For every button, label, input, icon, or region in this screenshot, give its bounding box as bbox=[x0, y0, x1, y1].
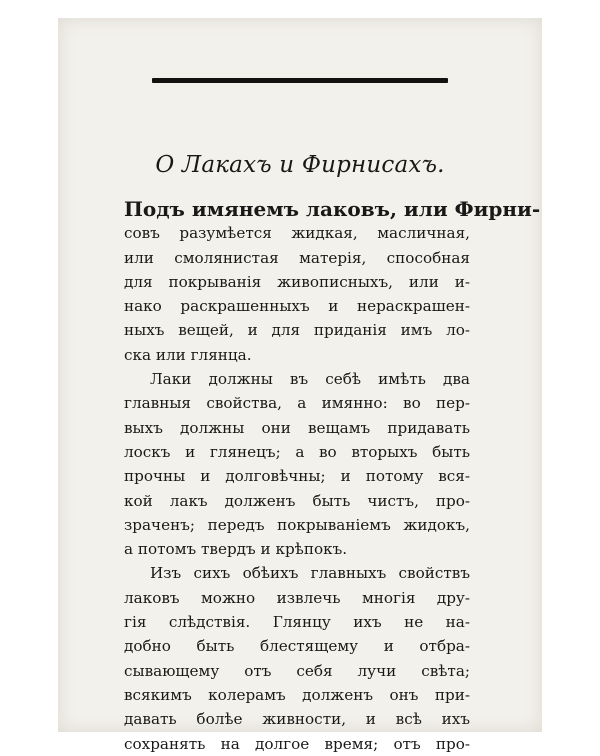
text-line: главныя свойства, а имянно: во пер- bbox=[124, 394, 470, 413]
text-line: добно быть блестящему и отбра- bbox=[124, 637, 470, 656]
text-line: сохранять на долгое время; отъ про- bbox=[124, 734, 470, 753]
text-line: для покрыванія живописныхъ, или и- bbox=[124, 272, 470, 291]
text-line: всякимъ колерамъ долженъ онъ при- bbox=[124, 685, 470, 704]
text-line: кой лакъ долженъ быть чистъ, про- bbox=[124, 491, 470, 510]
text-line: прочны и долговѣчны; и потому вся- bbox=[124, 467, 470, 486]
text-line: гія слѣдствія. Глянцу ихъ не на- bbox=[124, 613, 470, 632]
text-line: ска или глянца. bbox=[124, 345, 252, 364]
text-line: лоскъ и глянецъ; а во вторыхъ быть bbox=[124, 442, 470, 461]
header-rule bbox=[152, 78, 448, 83]
text-line: ныхъ вещей, и для приданія имъ ло- bbox=[124, 321, 470, 340]
text-line: лаковъ можно извлечь многія дру- bbox=[124, 588, 470, 607]
text-line: сывающему отъ себя лучи свѣта; bbox=[124, 661, 470, 680]
text-line: а потомъ твердъ и крѣпокъ. bbox=[124, 540, 348, 559]
text-line: Лаки должны въ себѣ имѣть два bbox=[150, 370, 470, 389]
text-line: зраченъ; передъ покрыванiемъ жидокъ, bbox=[124, 515, 470, 534]
chapter-heading: О Лакахъ и Фирнисахъ. bbox=[155, 152, 445, 178]
text-line: Изъ сихъ обѣихъ главныхъ свойствъ bbox=[150, 564, 470, 583]
text-line: давать болѣе живности, и всѣ ихъ bbox=[124, 710, 470, 729]
text-line bbox=[124, 197, 541, 221]
body-text bbox=[124, 197, 541, 756]
first-line-text: Подъ имянемъ лаковъ, или Фирни- bbox=[124, 197, 541, 221]
text-line: совъ разумѣется жидкая, масличная, bbox=[124, 224, 470, 243]
text-line: нако раскрашенныхъ и нераскрашен- bbox=[124, 297, 470, 316]
text-line: выхъ должны они вещамъ придавать bbox=[124, 418, 470, 437]
text-line: или смолянистая матерія, способная bbox=[124, 248, 470, 267]
